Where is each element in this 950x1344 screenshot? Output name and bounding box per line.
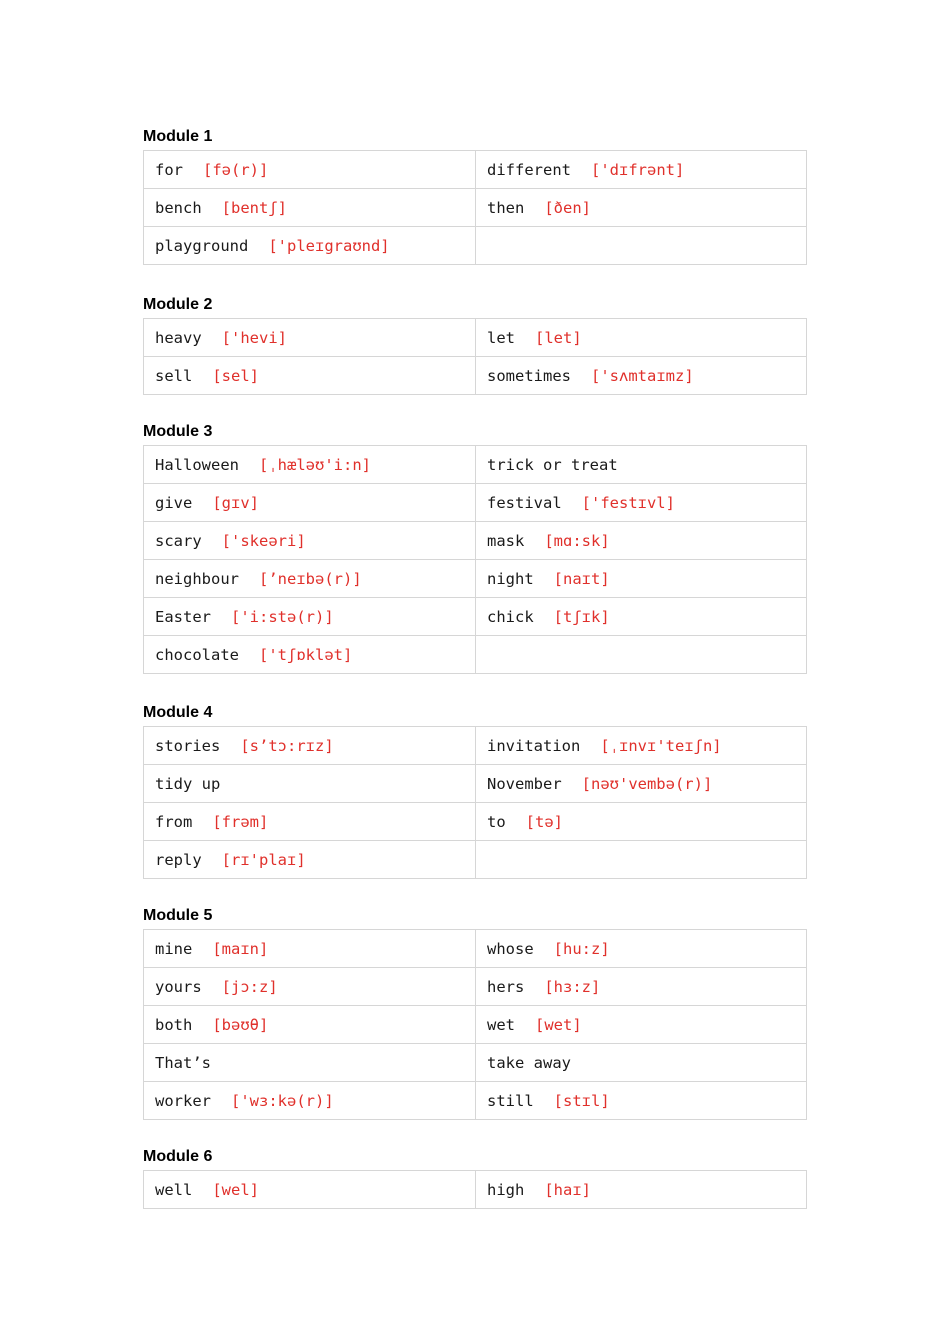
- phonetic: [hɜ:z]: [544, 977, 601, 996]
- table-row: [144, 841, 807, 879]
- word: trick or treat: [487, 455, 618, 474]
- phonetic: [’neɪbə(r)]: [259, 569, 362, 588]
- phonetic: ['tʃɒklət]: [259, 645, 353, 664]
- vocab-cell: [476, 189, 807, 227]
- spacer: [143, 879, 807, 905]
- phonetic: [gɪv]: [212, 493, 259, 512]
- spacer: [143, 395, 807, 421]
- vocab-cell: [476, 319, 807, 357]
- vocab-cell: [144, 803, 476, 841]
- phonetic: [haɪ]: [544, 1180, 591, 1199]
- vocab-cell: [144, 319, 476, 357]
- phonetic: [ðen]: [544, 198, 591, 217]
- vocab-cell: [144, 765, 476, 803]
- word: scary: [155, 531, 202, 550]
- vocab-cell: [144, 560, 476, 598]
- vocab-cell: [476, 803, 807, 841]
- word: tidy up: [155, 774, 221, 793]
- word: both: [155, 1015, 193, 1034]
- word: to: [487, 812, 506, 831]
- word: mine: [155, 939, 193, 958]
- table-row: [144, 1044, 807, 1082]
- vocab-cell: [144, 227, 476, 265]
- phonetic: [jɔ:z]: [221, 977, 278, 996]
- vocab-cell: [144, 357, 476, 395]
- phonetic: ['sʌmtaɪmz]: [591, 366, 694, 385]
- table-row: [144, 1006, 807, 1044]
- table-row: [144, 560, 807, 598]
- word: still: [487, 1091, 534, 1110]
- word: chick: [487, 607, 534, 626]
- word: give: [155, 493, 193, 512]
- word: Easter: [155, 607, 211, 626]
- phonetic: ['dɪfrənt]: [591, 160, 685, 179]
- phonetic: [mɑ:sk]: [544, 531, 610, 550]
- vocab-cell-empty: [476, 636, 807, 674]
- spacer: [143, 1120, 807, 1146]
- table-row: [144, 968, 807, 1006]
- module-6: [143, 1146, 807, 1209]
- word: playground: [155, 236, 249, 255]
- vocab-cell: [144, 1171, 476, 1209]
- phonetic: [nəʊ'vembə(r)]: [581, 774, 713, 793]
- word: bench: [155, 198, 202, 217]
- phonetic: [rɪ'plaɪ]: [221, 850, 306, 869]
- phonetic: [frəm]: [212, 812, 269, 831]
- table-row: [144, 636, 807, 674]
- phonetic: [fə(r)]: [203, 160, 269, 179]
- word: reply: [155, 850, 202, 869]
- vocab-cell: [476, 522, 807, 560]
- module-3: [143, 421, 807, 674]
- word: Halloween: [155, 455, 239, 474]
- phonetic: [ˌɪnvɪ'teɪʃn]: [600, 736, 722, 755]
- word: whose: [487, 939, 534, 958]
- phonetic: ['i:stə(r)]: [231, 607, 334, 626]
- vocab-cell: [144, 1082, 476, 1120]
- vocab-table: [143, 318, 807, 395]
- phonetic: ['wɜ:kə(r)]: [231, 1091, 334, 1110]
- table-row: [144, 189, 807, 227]
- vocab-cell: [144, 189, 476, 227]
- vocab-table: [143, 1170, 807, 1209]
- table-row: [144, 727, 807, 765]
- module-title: Module 1: [143, 128, 213, 145]
- vocab-cell: [144, 1044, 476, 1082]
- vocab-cell: [476, 151, 807, 189]
- vocab-cell: [476, 484, 807, 522]
- word: invitation: [487, 736, 581, 755]
- table-row: [144, 1171, 807, 1209]
- vocab-cell: [476, 598, 807, 636]
- module-title: Module 2: [143, 296, 213, 313]
- word: November: [487, 774, 562, 793]
- word: stories: [155, 736, 221, 755]
- table-row: [144, 598, 807, 636]
- phonetic: [wel]: [212, 1180, 259, 1199]
- word: heavy: [155, 328, 202, 347]
- phonetic: ['hevi]: [221, 328, 287, 347]
- vocab-cell: [476, 446, 807, 484]
- spacer: [143, 674, 807, 702]
- vocab-cell: [144, 598, 476, 636]
- word: That’s: [155, 1053, 211, 1072]
- word: wet: [487, 1015, 515, 1034]
- word: from: [155, 812, 193, 831]
- vocab-cell: [476, 765, 807, 803]
- word: well: [155, 1180, 193, 1199]
- module-title: Module 3: [143, 423, 213, 440]
- phonetic: [maɪn]: [212, 939, 269, 958]
- word: hers: [487, 977, 525, 996]
- phonetic: [naɪt]: [553, 569, 610, 588]
- module-2: [143, 294, 807, 395]
- vocab-cell: [476, 727, 807, 765]
- phonetic: [let]: [535, 328, 582, 347]
- table-row: [144, 357, 807, 395]
- word: night: [487, 569, 534, 588]
- phonetic: [sel]: [212, 366, 259, 385]
- table-row: [144, 319, 807, 357]
- module-1: [143, 126, 807, 265]
- table-row: [144, 803, 807, 841]
- spacer: [143, 265, 807, 294]
- word: sometimes: [487, 366, 571, 385]
- word: sell: [155, 366, 193, 385]
- vocab-cell-empty: [476, 227, 807, 265]
- word: yours: [155, 977, 202, 996]
- vocab-table: [143, 726, 807, 879]
- vocab-cell: [144, 968, 476, 1006]
- vocab-cell: [144, 522, 476, 560]
- word: high: [487, 1180, 525, 1199]
- phonetic: [hu:z]: [553, 939, 610, 958]
- phonetic: [ˌhæləʊ'i:n]: [259, 455, 371, 474]
- phonetic: [s’tɔ:rɪz]: [240, 736, 334, 755]
- word: then: [487, 198, 525, 217]
- vocab-cell: [144, 446, 476, 484]
- phonetic: [bentʃ]: [221, 198, 287, 217]
- phonetic: [tə]: [525, 812, 563, 831]
- table-row: [144, 765, 807, 803]
- phonetic: [stɪl]: [553, 1091, 610, 1110]
- phonetic: ['festɪvl]: [581, 493, 675, 512]
- word: chocolate: [155, 645, 239, 664]
- table-row: [144, 1082, 807, 1120]
- word: different: [487, 160, 571, 179]
- vocab-cell-empty: [476, 841, 807, 879]
- vocab-cell: [476, 1171, 807, 1209]
- table-row: [144, 446, 807, 484]
- phonetic: ['pleɪgraʊnd]: [268, 236, 390, 255]
- vocab-cell: [476, 968, 807, 1006]
- vocab-cell: [144, 151, 476, 189]
- word: worker: [155, 1091, 211, 1110]
- vocab-cell: [144, 484, 476, 522]
- vocab-cell: [476, 1044, 807, 1082]
- table-row: [144, 227, 807, 265]
- vocab-cell: [476, 1082, 807, 1120]
- word: neighbour: [155, 569, 239, 588]
- vocab-table: [143, 929, 807, 1120]
- module-title: Module 6: [143, 1148, 213, 1165]
- vocab-cell: [144, 1006, 476, 1044]
- table-row: [144, 484, 807, 522]
- vocab-table: [143, 150, 807, 265]
- vocab-cell: [144, 930, 476, 968]
- table-row: [144, 930, 807, 968]
- table-row: [144, 151, 807, 189]
- module-title: Module 5: [143, 907, 213, 924]
- vocab-cell: [476, 357, 807, 395]
- vocab-cell: [144, 727, 476, 765]
- vocab-cell: [476, 930, 807, 968]
- word: mask: [487, 531, 525, 550]
- vocab-cell: [476, 560, 807, 598]
- vocab-table: [143, 445, 807, 674]
- vocab-cell: [476, 1006, 807, 1044]
- module-title: Module 4: [143, 704, 213, 721]
- module-4: [143, 702, 807, 879]
- vocab-cell: [144, 636, 476, 674]
- phonetic: [wet]: [535, 1015, 582, 1034]
- word: for: [155, 160, 183, 179]
- phonetic: [tʃɪk]: [553, 607, 610, 626]
- table-row: [144, 522, 807, 560]
- phonetic: ['skeəri]: [221, 531, 306, 550]
- word: take away: [487, 1053, 571, 1072]
- vocab-cell: [144, 841, 476, 879]
- module-5: [143, 905, 807, 1120]
- phonetic: [bəʊθ]: [212, 1015, 269, 1034]
- word: festival: [487, 493, 562, 512]
- vocabulary-document: [143, 126, 807, 1209]
- word: let: [487, 328, 515, 347]
